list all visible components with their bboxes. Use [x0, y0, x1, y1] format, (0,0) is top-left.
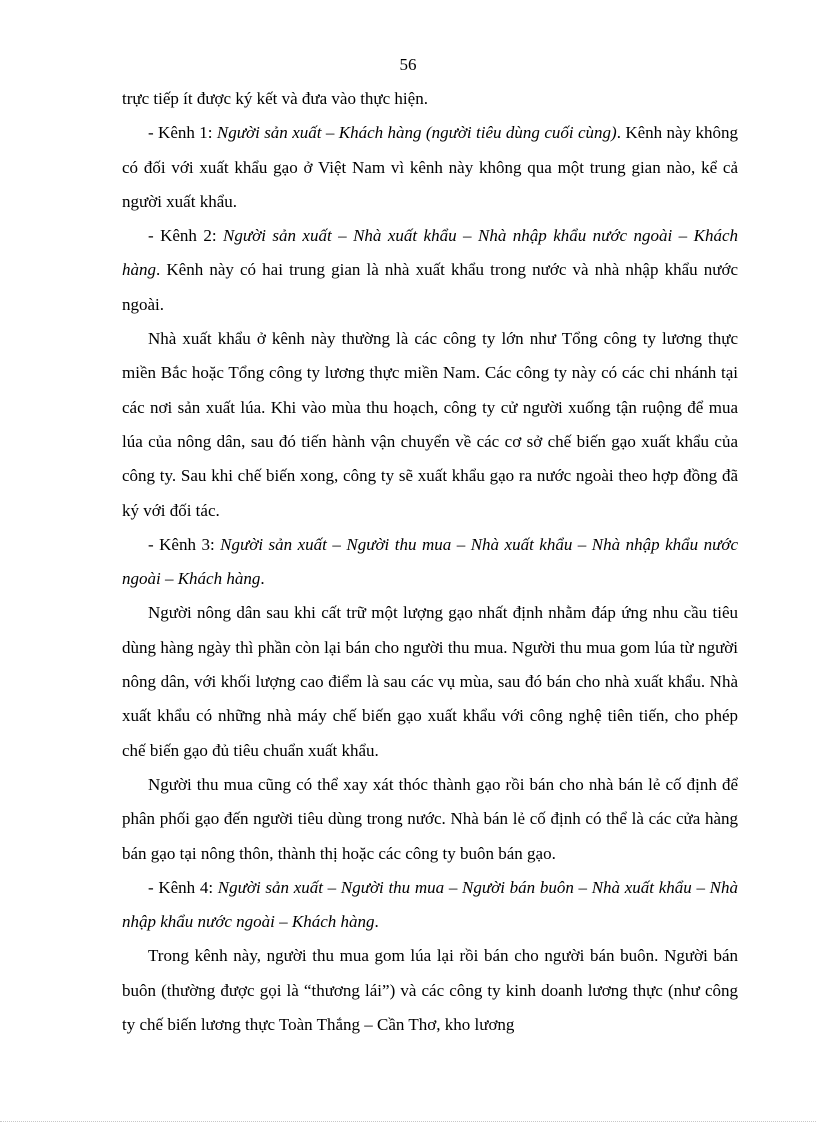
channel-1-label: - Kênh 1: — [148, 123, 217, 143]
page-number: 56 — [399, 55, 417, 74]
channel-3-label: - Kênh 3: — [148, 534, 221, 554]
paragraph-wholesalers: Trong kênh này, người thu mua gom lúa lại rồi bán cho người bán buôn. Người bán buôn (thường được gọi là “thương lái”) và các công ty kinh doanh lương thực (như công ty chế biến lương thực Toàn Thắng – Cần Thơ, kho lương — [122, 946, 738, 1035]
paragraph-exporters: Nhà xuất khẩu ở kênh này thường là các công ty lớn như Tổng công ty lương thực miền Bắc hoặc Tổng công ty lương thực miền Nam. Các công ty này có các chi nhánh tại các nơi sản xuất lúa. Khi vào mùa thu hoạch, công ty cử người xuống tận ruộng để mua lúa của nông dân, sau đó tiến hành vận chuyển về các cơ sở chế biến gạo xuất khẩu của công ty. Sau khi chế biến xong, công ty sẽ xuất khẩu gạo ra nước ngoài theo hợp đồng đã ký với đối tác. — [122, 329, 738, 520]
paragraph-channel-1 — [122, 116, 738, 219]
paragraph-channel-2 — [122, 219, 738, 322]
paragraph-continuation: trực tiếp ít được ký kết và đưa vào thực hiện. — [122, 89, 428, 108]
channel-1-description: . Kênh này không có đối với xuất khẩu gạo ở Việt Nam vì kênh này không qua một trung gian nào, kể cả người xuất khẩu. — [122, 123, 738, 211]
channel-4-description: . — [374, 912, 379, 932]
channel-4-label: - Kênh 4: — [148, 877, 218, 897]
channel-3-chain: Người sản xuất – Người thu mua – Nhà xuất khẩu – Nhà nhập khẩu nước ngoài – Khách hàng — [122, 534, 738, 589]
page-bottom-divider — [0, 1121, 816, 1122]
channel-2-description: . Kênh này có hai trung gian là nhà xuất khẩu trong nước và nhà nhập khẩu nước ngoài. — [122, 260, 738, 314]
paragraph-farmers: Người nông dân sau khi cất trữ một lượng gạo nhất định nhằm đáp ứng nhu cầu tiêu dùng hàng ngày thì phần còn lại bán cho người thu mua. Người thu mua gom lúa từ người nông dân, với khối lượng cao điểm là sau các vụ mùa, sau đó bán cho nhà xuất khẩu. Nhà xuất khẩu có những nhà máy chế biến gạo xuất khẩu với công nghệ tiên tiến, cho phép chế biến gạo đủ tiêu chuẩn xuất khẩu. — [122, 603, 738, 760]
channel-1-chain: Người sản xuất – Khách hàng (người tiêu dùng cuối cùng) — [216, 123, 617, 143]
channel-3-description: . — [260, 569, 265, 589]
channel-4-chain: Người sản xuất – Người thu mua – Người bán buôn – Nhà xuất khẩu – Nhà nhập khẩu nước ngoài – Khách hàng — [122, 877, 738, 932]
paragraph-channel-3 — [122, 528, 738, 597]
paragraph-buyers: Người thu mua cũng có thể xay xát thóc thành gạo rồi bán cho nhà bán lẻ cố định để phân phối gạo đến người tiêu dùng trong nước. Nhà bán lẻ cố định có thể là các cửa hàng bán gạo tại nông thôn, thành thị hoặc các công ty buôn bán gạo. — [122, 774, 738, 863]
channel-2-chain: Người sản xuất – Nhà xuất khẩu – Nhà nhập khẩu nước ngoài – Khách hàng — [122, 226, 738, 280]
document-body — [122, 82, 738, 1042]
paragraph-channel-4 — [122, 871, 738, 940]
channel-2-label: - Kênh 2: — [148, 226, 224, 246]
